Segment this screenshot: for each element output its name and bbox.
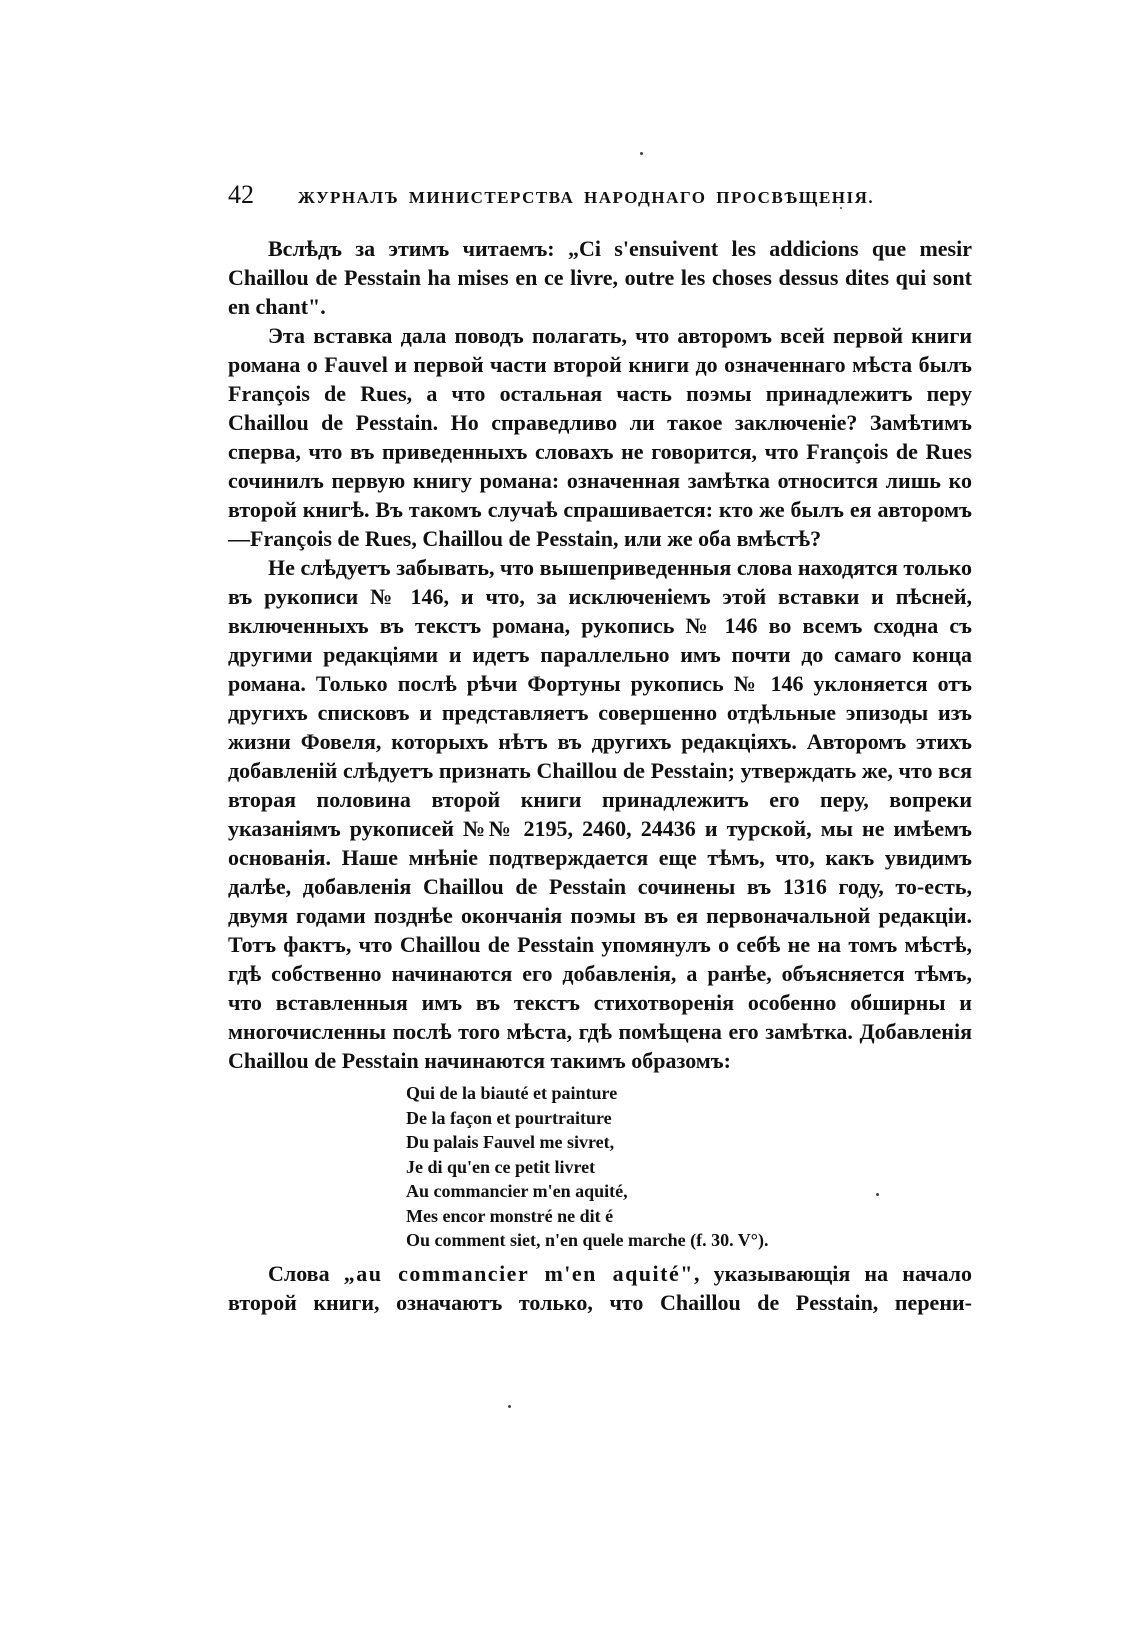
scan-speck: [508, 1405, 511, 1408]
scan-speck: [640, 152, 643, 155]
verse-line: Du palais Fauvel me sivret,: [406, 1132, 615, 1152]
verse-line: De la façon et pourtraiture: [406, 1107, 612, 1128]
paragraph-3: Не слѣдуетъ забывать, что вышеприведенныя слова находятся только въ рукописи № 146, и что, за исключеніемъ этой вставки и пѣсней, включенныхъ въ текстъ романа, рукопись № 146 во всемъ сходна съ другими редакціями и идетъ параллельно имъ почти до самаго конца романа. Только послѣ рѣчи Фортуны рукопись № 146 уклоняется отъ другихъ списковъ и представляетъ совершенно отдѣльные эпизоды изъ жизни Фовеля, которыхъ нѣтъ въ другихъ редакціяхъ. Авторомъ этихъ добавленій слѣдуетъ признать Chaillou de Pesstain; утверждать же, что вся вторая половина второй книги принадлежитъ его перу, вопреки указаніямъ рукописей №№ 2195, 2460, 24436 и турской, мы не имѣемъ основанія. Наше мнѣніе подтверждается еще тѣмъ, что, какъ увидимъ далѣе, добавленія Chaillou de Pesstain сочинены въ 1316 году, то-есть, двумя годами позднѣе окончанія поэмы въ ея первоначальной редакціи. Тотъ фактъ, что Chaillou de Pesstain упомянулъ о себѣ не на томъ мѣстѣ, гдѣ собственно начинаются его добавленія, а ранѣе, объясняется тѣмъ, что вставленныя имъ въ текстъ стихотворенія особенно обширны и многочисленны послѣ того мѣста, гдѣ помѣщена его замѣтка. Добавленія Chaillou de Pesstain начинаются такимъ образомъ:: [228, 555, 972, 1073]
paragraph-4-lead: Слова: [268, 1260, 330, 1286]
body-text: [228, 234, 972, 1317]
paragraph-2: Эта вставка дала поводъ полагать, что авторомъ всей первой книги романа о Fauvel и первой части второй книги до означеннаго мѣста былъ François de Rues, а что остальная часть поэмы принадлежитъ перу Chaillou de Pesstain. Но справедливо ли такое заключеніе? Замѣтимъ сперва, что въ приведенныхъ словахъ не говорится, что François de Rues сочинилъ первую книгу романа: означенная замѣтка относится лишь ко второй книгѣ. Въ такомъ случаѣ спрашивается: кто же былъ ея авторомъ—François de Rues, Chaillou de Pesstain, или же оба вмѣстѣ?: [228, 323, 972, 551]
verse-line: Qui de la biauté et painture: [406, 1083, 618, 1103]
paragraph-4-rest: , указывающія на начало второй книги, означаютъ только, что Chaillou de Pesstain, перени-: [228, 1260, 973, 1315]
scan-speck: [876, 1193, 879, 1196]
verse-line: Ou comment siet, n'en quele marche (f. 30. V°).: [406, 1230, 769, 1250]
scan-speck: [840, 207, 842, 209]
verse-line: Au commancier m'en aquité,: [406, 1181, 628, 1201]
page-header: [228, 180, 972, 216]
verse-line: Mes encor monstré ne dit é: [406, 1205, 614, 1226]
paragraph-1: Вслѣдъ за этимъ читаемъ: „Ci s'ensuivent les addicions que mesir Chaillou de Pesstain ha mises en ce livre, outre les choses dessus dites qui sont en chant".: [228, 236, 972, 319]
running-title: ЖУРНАЛЪ МИНИСТЕРСТВА НАРОДНАГО ПРОСВѢЩЕНІЯ.: [298, 188, 875, 207]
paragraph-4: [228, 1259, 972, 1317]
verse-quotation: [406, 1081, 972, 1253]
verse-line: Je di qu'en ce petit livret: [406, 1156, 596, 1177]
page-number: 42: [228, 180, 254, 209]
paragraph-4-quote: „au commancier m'en aquité": [343, 1260, 694, 1286]
